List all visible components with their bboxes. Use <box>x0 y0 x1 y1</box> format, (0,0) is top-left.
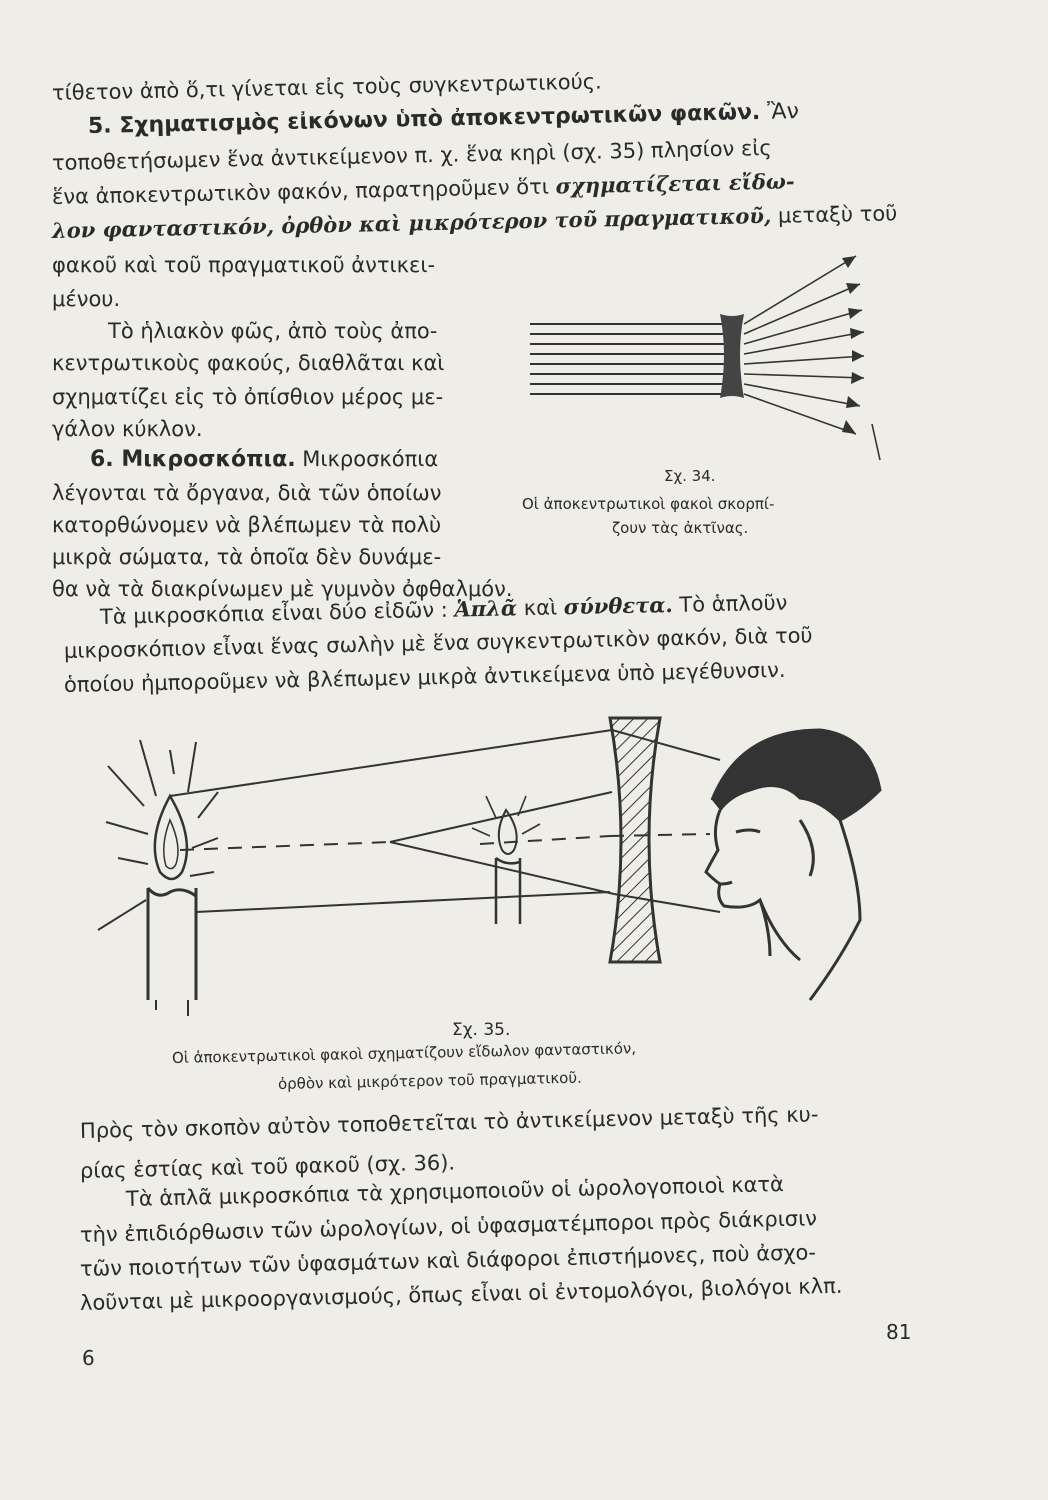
section-5-line3-a: ἕνα ἀποκεντρωτικὸν φακόν, παρατηροῦμεν ὅτι <box>51 174 550 209</box>
section-5-line3-b: σχηματίζεται εἴδω- <box>555 168 795 199</box>
bottom-line5: τῶν ποιοτήτων τῶν ὑφασμάτων καὶ διάφοροι ἐπιστήμονες, ποὺ ἀσχο- <box>79 1240 817 1281</box>
section-6-p2-line1-d: σύνθετα. <box>563 592 673 620</box>
section-6-line1-rest: Μικροσκόπια <box>302 447 439 471</box>
section-5-p2-line3: σχηματίζει εἰς τὸ ὀπίσθιον μέρος με- <box>52 385 444 409</box>
signature-mark: 6 <box>82 1346 95 1370</box>
section-6-p2-line2: μικροσκόπιον εἶναι ἕνας σωλὴν μὲ ἕνα συγκεντρωτικὸν φακόν, διὰ τοῦ <box>63 623 813 663</box>
figure-35-caption-line1: Οἱ ἀποκεντρωτικοὶ φακοὶ σχηματίζουν εἴδωλον φανταστικόν, <box>171 1039 637 1067</box>
bottom-line2: ρίας ἑστίας καὶ τοῦ φακοῦ (σχ. 36). <box>79 1150 456 1183</box>
section-6-p2-line1-e: Τὸ ἁπλοῦν <box>679 590 788 617</box>
figure-34-caption-line1: Οἱ ἀποκεντρωτικοὶ φακοὶ σκορπί- <box>522 495 775 513</box>
observer-head-icon <box>706 730 880 1000</box>
page-number: 81 <box>886 1320 912 1344</box>
section-5-line1-rest: Ἂν <box>767 99 800 125</box>
section-5-line2: τοποθετήσωμεν ἕνα ἀντικείμενον π. χ. ἕνα κηρὶ (σχ. 35) πλησίον εἰς <box>51 135 772 175</box>
section-6-heading: 6. Μικροσκόπια. <box>90 447 296 472</box>
section-6-line4: μικρὰ σώματα, τὰ ὁποῖα δὲν δυνάμε- <box>52 545 442 569</box>
figure-34-diagram <box>520 248 880 468</box>
section-5-line5: φακοῦ καὶ τοῦ πραγματικοῦ ἀντικει- <box>52 253 436 277</box>
candle-body <box>148 888 196 1000</box>
diverging-lens <box>610 718 660 962</box>
section-5-heading-line <box>88 99 799 140</box>
bottom-line1: Πρὸς τὸν σκοπὸν αὐτὸν τοποθετεῖται τὸ ἀντικείμενον μεταξὺ τῆς κυ- <box>79 1102 819 1143</box>
bottom-line4: τὴν ἐπιδιόρθωσιν τῶν ὡρολογίων, οἱ ὑφασματέμποροι πρὸς διάκρισιν <box>79 1206 818 1247</box>
section-5-line6: μένου. <box>52 287 121 311</box>
section-5-line4-b: μεταξὺ τοῦ <box>777 201 898 228</box>
section-5-heading: 5. Σχηματισμὸς εἰκόνων ὑπὸ ἀποκεντρωτικῶν φακῶν. <box>87 99 761 139</box>
figure-34-label: Σχ. 34. <box>664 467 716 485</box>
section-5-p2-line2: κεντρωτικοὺς φακούς, διαθλᾶται καὶ <box>52 351 445 375</box>
candle-flame-icon <box>155 796 187 879</box>
section-6-p2-line3: ὁποίου ἠμποροῦμεν νὰ βλέπωμεν μικρὰ ἀντικείμενα ὑπὸ μεγέθυνσιν. <box>63 657 786 697</box>
section-6-line2: λέγονται τὰ ὄργανα, διὰ τῶν ὁποίων <box>52 481 442 505</box>
figure-35-caption-line2: ὀρθὸν καὶ μικρότερον τοῦ πραγματικοῦ. <box>277 1068 583 1093</box>
section-6-line1 <box>90 446 438 473</box>
figure-35-diagram <box>100 700 880 1030</box>
bottom-line3: Τὰ ἁπλᾶ μικροσκόπια τὰ χρησιμοποιοῦν οἱ ὡρολογοποιοὶ κατὰ <box>125 1172 785 1211</box>
section-6-line5: θα νὰ τὰ διακρίνωμεν μὲ γυμνὸν ὀφθαλμόν. <box>52 577 513 601</box>
section-6-line3: κατορθώνομεν νὰ βλέπωμεν τὰ πολὺ <box>52 513 442 537</box>
section-5-p2-line1: Τὸ ἡλιακὸν φῶς, ἀπὸ τοὺς ἀπο- <box>108 319 438 343</box>
figure-34-caption-line2: ζουν τὰς ἀκτῖνας. <box>612 519 749 537</box>
section-6-p2-line1-b: Ἁπλᾶ <box>454 595 518 622</box>
section-5-line3 <box>52 168 795 210</box>
figure-35-label: Σχ. 35. <box>452 1020 511 1040</box>
bottom-line6: λοῦνται μὲ μικροοργανισμούς, ὅπως εἶναι οἱ ἐντομολόγοι, βιολόγοι κλπ. <box>79 1273 843 1315</box>
section-6-p2-line1-c: καὶ <box>523 595 558 621</box>
section-5-line4-a: λον φανταστικόν, ὀρθὸν καὶ μικρότερον τοῦ πραγματικοῦ, <box>51 202 772 243</box>
section-6-p2-line1-a: Τὰ μικροσκόπια εἶναι δύο εἰδῶν : <box>99 597 449 629</box>
section-5-p2-line4: γάλον κύκλον. <box>52 417 203 441</box>
top-line: τίθετον ἀπὸ ὅ,τι γίνεται εἰς τοὺς συγκεντρωτικούς. <box>51 69 602 105</box>
